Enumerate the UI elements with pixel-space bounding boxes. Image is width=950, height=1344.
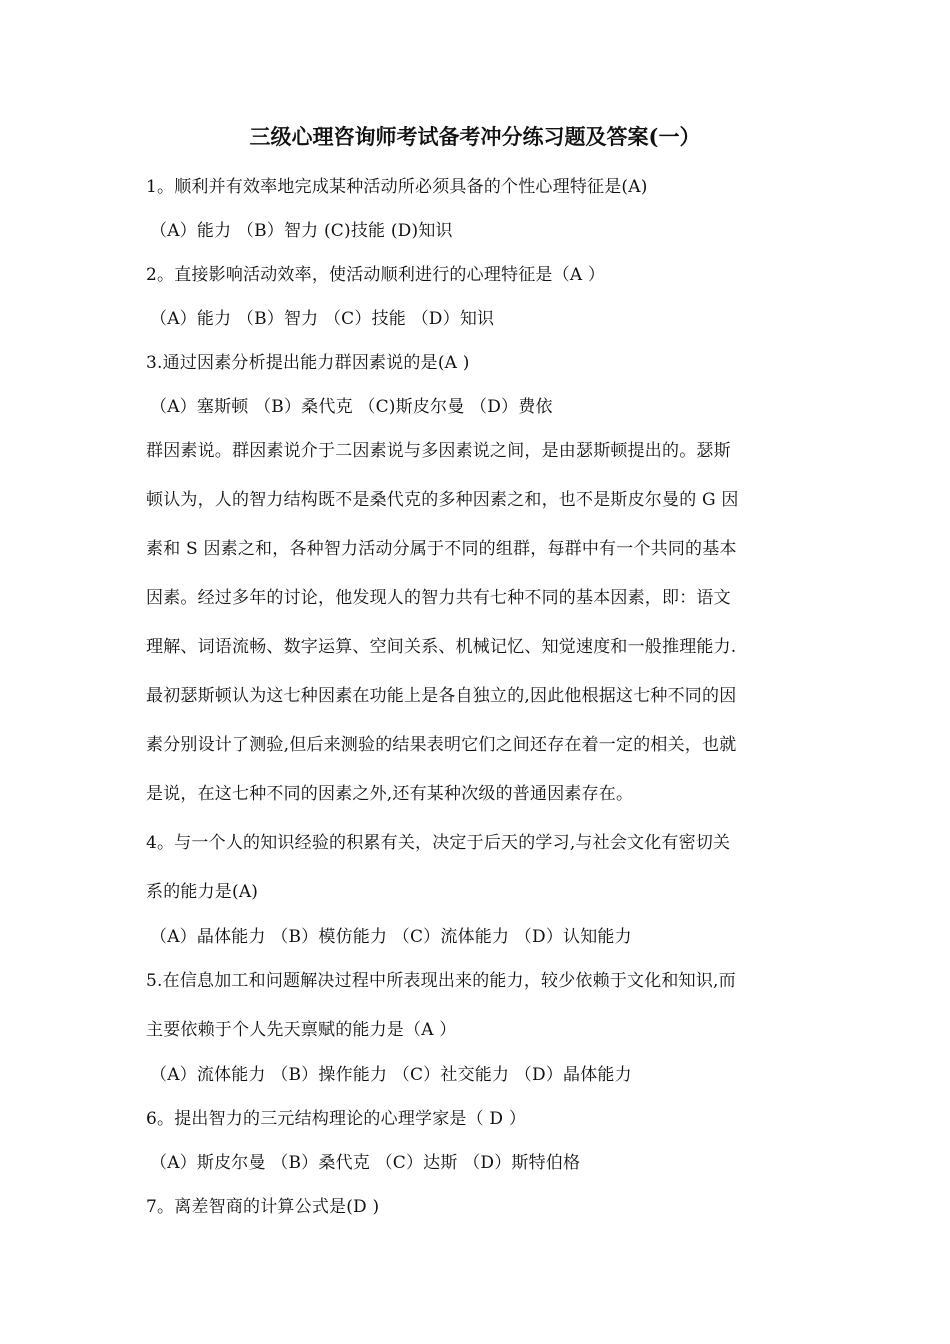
document-title: 三级心理咨询师考试备考冲分练习题及答案(一）: [249, 124, 701, 149]
question-3-options: （A）塞斯顿 （B）桑代克 （C)斯皮尔曼 （D）费依: [150, 397, 553, 417]
question-5-cont: 主要依赖于个人先天禀赋的能力是（A ）: [146, 1020, 457, 1040]
question-4: 4。与一个人的知识经验的积累有关，决定于后天的学习,与社会文化有密切关: [146, 833, 731, 853]
question-6: 6。提出智力的三元结构理论的心理学家是（ D ）: [146, 1109, 527, 1129]
question-5: 5.在信息加工和问题解决过程中所表现出来的能力，较少依赖于文化和知识,而: [146, 971, 736, 991]
question-4-options: （A）晶体能力 （B）模仿能力 （C）流体能力 （D）认知能力: [150, 927, 632, 947]
question-1: 1。顺利并有效率地完成某种活动所必须具备的个性心理特征是(A): [146, 177, 648, 197]
question-3: 3.通过因素分析提出能力群因素说的是(A ): [146, 353, 470, 373]
explanation-line: 是说，在这七种不同的因素之外,还有某种次级的普通因素存在。: [146, 784, 634, 804]
question-1-options: （A）能力 （B）智力 (C)技能 (D)知识: [150, 221, 453, 241]
explanation-line: 理解、词语流畅、数字运算、空间关系、机械记忆、知觉速度和一般推理能力.: [146, 637, 737, 657]
explanation-line: 群因素说。群因素说介于二因素说与多因素说之间，是由瑟斯顿提出的。瑟斯: [146, 441, 731, 461]
explanation-line: 因素。经过多年的讨论，他发现人的智力共有七种不同的基本因素，即：语文: [146, 588, 731, 608]
question-5-options: （A）流体能力 （B）操作能力 （C）社交能力 （D）晶体能力: [150, 1065, 632, 1085]
explanation-line: 素和 S 因素之和，各种智力活动分属于不同的组群，每群中有一个共同的基本: [146, 539, 737, 559]
explanation-line: 顿认为，人的智力结构既不是桑代克的多种因素之和，也不是斯皮尔曼的 G 因: [146, 490, 739, 510]
explanation-line: 最初瑟斯顿认为这七种因素在功能上是各自独立的,因此他根据这七种不同的因: [146, 686, 737, 706]
question-4-cont: 系的能力是(A): [146, 882, 259, 902]
question-6-options: （A）斯皮尔曼 （B）桑代克 （C）达斯 （D）斯特伯格: [150, 1153, 581, 1173]
explanation-line: 素分别设计了测验,但后来测验的结果表明它们之间还存在着一定的相关，也就: [146, 735, 737, 755]
question-7: 7。离差智商的计算公式是(D ): [146, 1197, 380, 1217]
question-2-options: （A）能力 （B）智力 （C）技能 （D）知识: [150, 309, 495, 329]
question-2: 2。直接影响活动效率，使活动顺利进行的心理特征是（A ）: [146, 265, 606, 285]
